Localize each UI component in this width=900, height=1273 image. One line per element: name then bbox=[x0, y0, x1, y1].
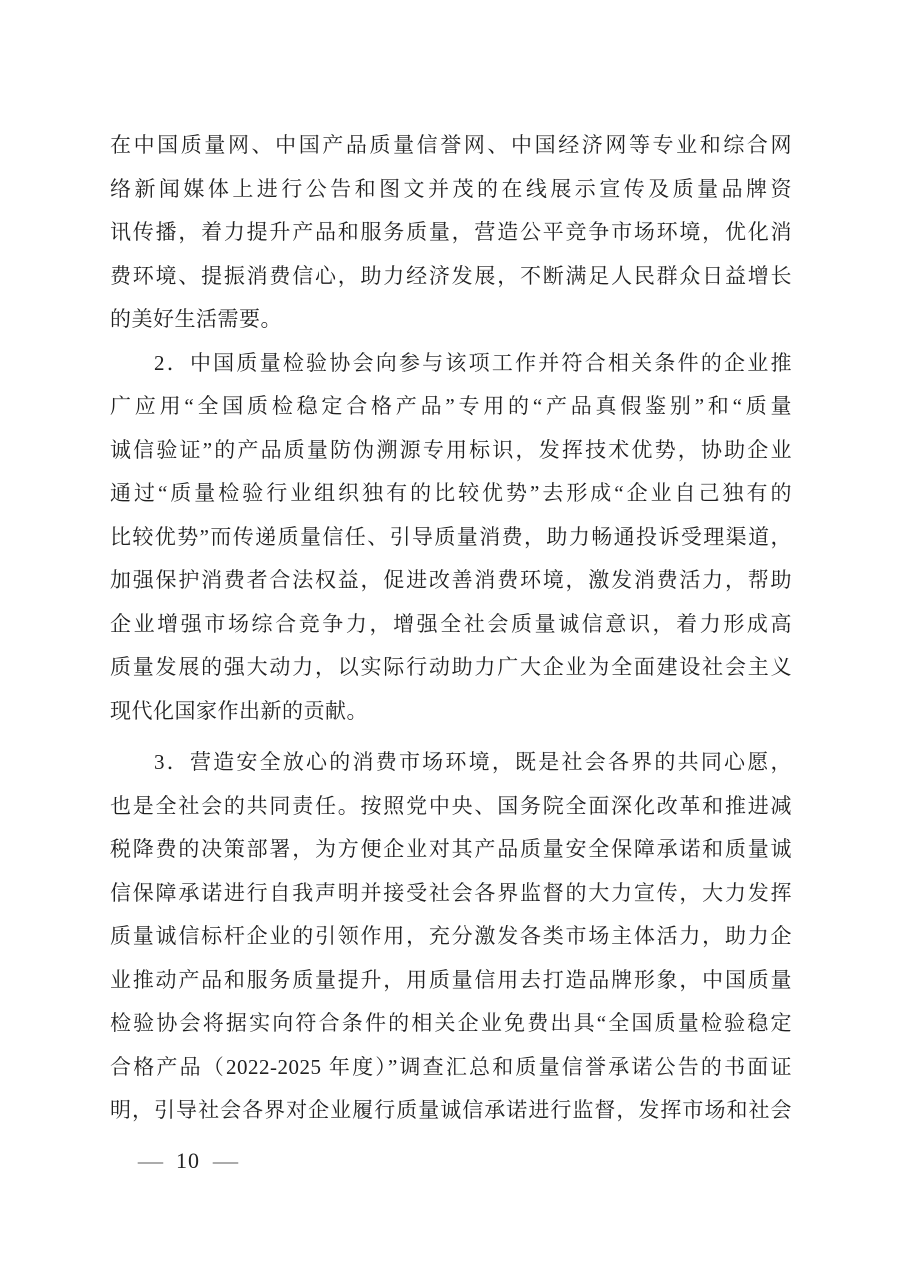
text-line: 费环境、提振消费信心，助力经济发展，不断满足人民群众日益增长 bbox=[110, 263, 792, 288]
paragraph bbox=[110, 124, 792, 342]
document-body bbox=[110, 124, 792, 1133]
text-line: 通过“质量检验行业组织独有的比较优势”去形成“企业自己独有的 bbox=[110, 481, 792, 505]
text-line: 也是全社会的共同责任。按照党中央、国务院全面深化改革和推进减 bbox=[110, 793, 792, 818]
text-line: 加强保护消费者合法权益，促进改善消费环境，激发消费活力，帮助 bbox=[110, 568, 792, 592]
text-line: 合格产品（2022-2025 年度）”调查汇总和质量信誉承诺公告的书面证 bbox=[110, 1054, 792, 1079]
text-line: 广应用“全国质检稳定合格产品”专用的“产品真假鉴别”和“质量 bbox=[110, 394, 792, 418]
page-footer bbox=[137, 1144, 239, 1178]
text-line: 信保障承诺进行自我声明并接受社会各界监督的大力宣传，大力发挥 bbox=[110, 880, 792, 905]
text-line: 企业增强市场综合竞争力，增强全社会质量诚信意识，着力形成高 bbox=[110, 611, 792, 636]
text-line: 2．中国质量检验协会向参与该项工作并符合相关条件的企业推 bbox=[154, 350, 792, 375]
text-line: 质量诚信标杆企业的引领作用，充分激发各类市场主体活力，助力企 bbox=[110, 924, 792, 948]
text-line: 现代化国家作出新的贡献。 bbox=[110, 698, 368, 723]
text-line: 络新闻媒体上进行公告和图文并茂的在线展示宣传及质量品牌资 bbox=[110, 176, 792, 201]
text-line: 讯传播，着力提升产品和服务质量，营造公平竞争市场环境，优化消 bbox=[110, 220, 792, 244]
text-line: 比较优势”而传递质量信任、引导质量消费，助力畅通投诉受理渠道， bbox=[110, 524, 792, 549]
text-line: 在中国质量网、中国产品质量信誉网、中国经济网等专业和综合网 bbox=[110, 133, 792, 157]
text-line: 检验协会将据实向符合条件的相关企业免费出具“全国质量检验稳定 bbox=[110, 1011, 792, 1035]
text-line: 质量发展的强大动力，以实际行动助力广大企业为全面建设社会主义 bbox=[110, 655, 792, 679]
text-line: 的美好生活需要。 bbox=[110, 307, 282, 331]
paragraph bbox=[110, 342, 792, 734]
text-line: 3．营造安全放心的消费市场环境，既是社会各界的共同心愿， bbox=[154, 750, 792, 774]
footer-dash-right: — bbox=[212, 1149, 239, 1173]
text-line: 税降费的决策部署，为方便企业对其产品质量安全保障承诺和质量诚 bbox=[110, 837, 792, 861]
text-line: 明，引导社会各界对企业履行质量诚信承诺进行监督，发挥市场和社会 bbox=[110, 1098, 792, 1122]
text-line: 诚信验证”的产品质量防伪溯源专用标识，发挥技术优势，协助企业 bbox=[110, 437, 792, 462]
paragraph bbox=[110, 741, 792, 1133]
footer-dash-left: — bbox=[137, 1149, 164, 1173]
page-number: 10 bbox=[176, 1148, 200, 1173]
text-line: 业推动产品和服务质量提升，用质量信用去打造品牌形象，中国质量 bbox=[110, 967, 792, 992]
